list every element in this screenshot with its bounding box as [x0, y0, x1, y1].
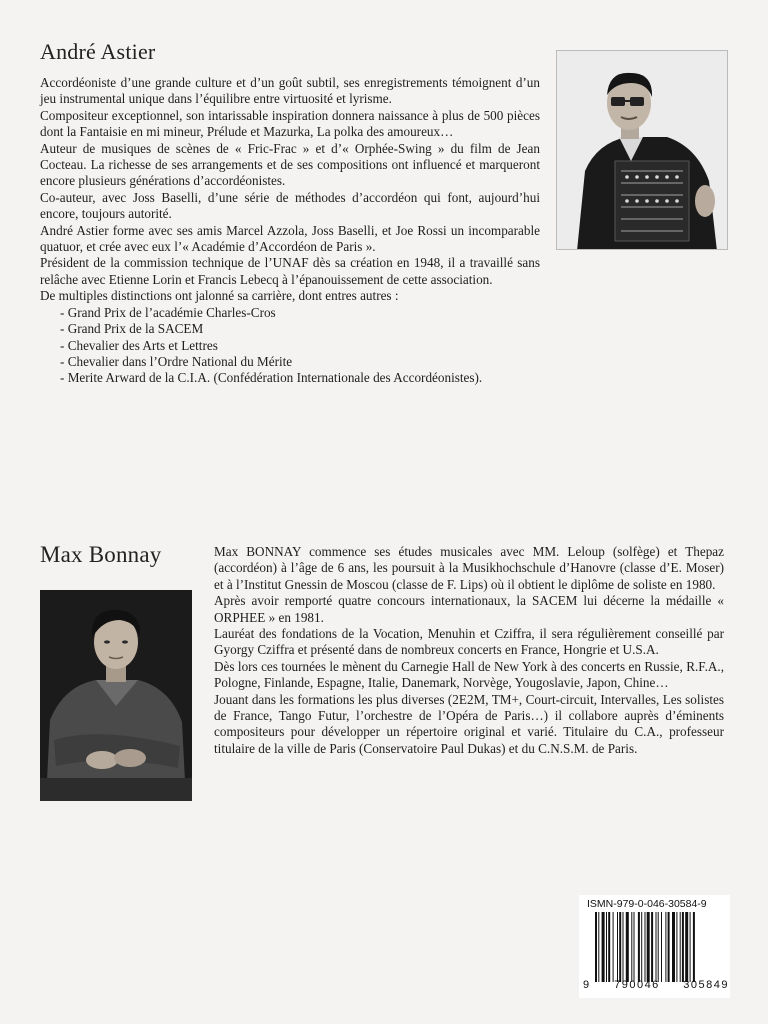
- bonnay-name-heading: Max Bonnay: [40, 542, 162, 567]
- astier-name-heading: André Astier: [40, 39, 156, 64]
- barcode-digit-group: 9: [583, 979, 591, 991]
- ismn-number: ISMN-979-0-046-30584-9: [587, 898, 707, 910]
- astier-paragraph: De multiples distinctions ont jalonné sa carrière, dont entres autres :: [40, 288, 399, 304]
- distinction-item: - Grand Prix de la SACEM: [60, 321, 204, 337]
- astier-biography: [40, 75, 540, 387]
- astier-paragraph: Co-auteur, avec Joss Baselli, d’une série de méthodes d’accordéon qui font, aujourd’hui encore, toujours autorité.: [40, 189, 540, 222]
- barcode-label: [579, 895, 730, 998]
- astier-paragraph: André Astier forme avec ses amis Marcel Azzola, Joss Baselli, et Joe Rossi un incomparable quatuor, et crée avec eux l’« Académie d’Accordéon de Paris ».: [40, 222, 540, 255]
- bonnay-paragraph: Lauréat des fondations de la Vocation, Menuhin et Cziffra, il sera régulièrement conseillé par Gyorgy Cziffra et présenté dans de nombreux concerts en France, Hongrie et U.S.A.: [214, 626, 724, 658]
- bonnay-biography: [214, 544, 724, 757]
- distinction-item: - Chevalier des Arts et Lettres: [60, 337, 218, 353]
- astier-portrait-image: [557, 51, 728, 250]
- barcode-digit-group: 305849: [683, 979, 729, 991]
- distinction-item: - Merite Arward de la C.I.A. (Confédération Internationale des Accordéonistes).: [60, 370, 483, 386]
- astier-paragraph: Compositeur exceptionnel, son intarissable inspiration donnera naissance à plus de 500 pièces dont la Fantaisie en mi mineur, Prélude et Mazurka, La polka des amoureux…: [40, 107, 540, 140]
- astier-photo: [556, 50, 728, 250]
- bonnay-photo: [40, 590, 192, 801]
- barcode-icon: [595, 912, 723, 982]
- bonnay-paragraph: Jouant dans les formations les plus diverses (2E2M, TM+, Court-circuit, Intervalles, Les solistes de France, Tango Futur, l’orchestre de l’Opéra de Paris…) il collabore auprès d’éminents compositeurs pour développer un répertoire original et varié. Titulaire du C.A., professeur titulaire de la ville de Paris (Conservatoire Paul Dukas) et du C.N.S.M. de Paris.: [214, 691, 724, 756]
- distinction-item: - Grand Prix de l’académie Charles-Cros: [60, 304, 276, 320]
- astier-paragraph: Président de la commission technique de l’UNAF dès sa création en 1948, il a travaillé sans relâche avec Etienne Lorin et Francis Lebecq à l’épanouissement de cette association.: [40, 255, 540, 287]
- bonnay-paragraph: Après avoir remporté quatre concours internationaux, la SACEM lui décerne la médaille « ORPHEE » en 1981.: [214, 593, 724, 625]
- bonnay-paragraph: Dès lors ces tournées le mènent du Carnegie Hall de New York à des concerts en Russie, R.F.A., Pologne, Finlande, Espagne, Italie, Danemark, Norvège, Yougoslavie, Japon, Chine…: [214, 658, 724, 691]
- distinctions-list: [40, 305, 540, 387]
- barcode-digits: [583, 979, 729, 991]
- distinction-item: - Chevalier dans l’Ordre National du Mérite: [60, 353, 293, 369]
- astier-paragraph: Auteur de musiques de scènes de « Fric-Frac » et d’« Orphée-Swing » du film de Jean Cocteau. La richesse de ses arrangements et de ses compositions ont influencé et marqueront encore plusieurs générations d’accordéonistes.: [40, 140, 540, 189]
- astier-paragraph: Accordéoniste d’une grande culture et d’un goût subtil, ses enregistrements témoignent d’un jeu instrumental unique dans l’équilibre entre virtuosité et lyrisme.: [40, 75, 540, 107]
- barcode-digit-group: 790046: [614, 979, 660, 991]
- bonnay-paragraph: Max BONNAY commence ses études musicales avec MM. Leloup (solfège) et Thepaz (accordéon) à l’âge de 6 ans, les poursuit à la Musikhochschule d’Hanovre (classe d’E. Moser) et à l’Institut Gnessin de Moscou (classe de F. Lips) où il obtient le diplôme de soliste en 1980.: [214, 544, 724, 592]
- bonnay-portrait-image: [40, 590, 192, 801]
